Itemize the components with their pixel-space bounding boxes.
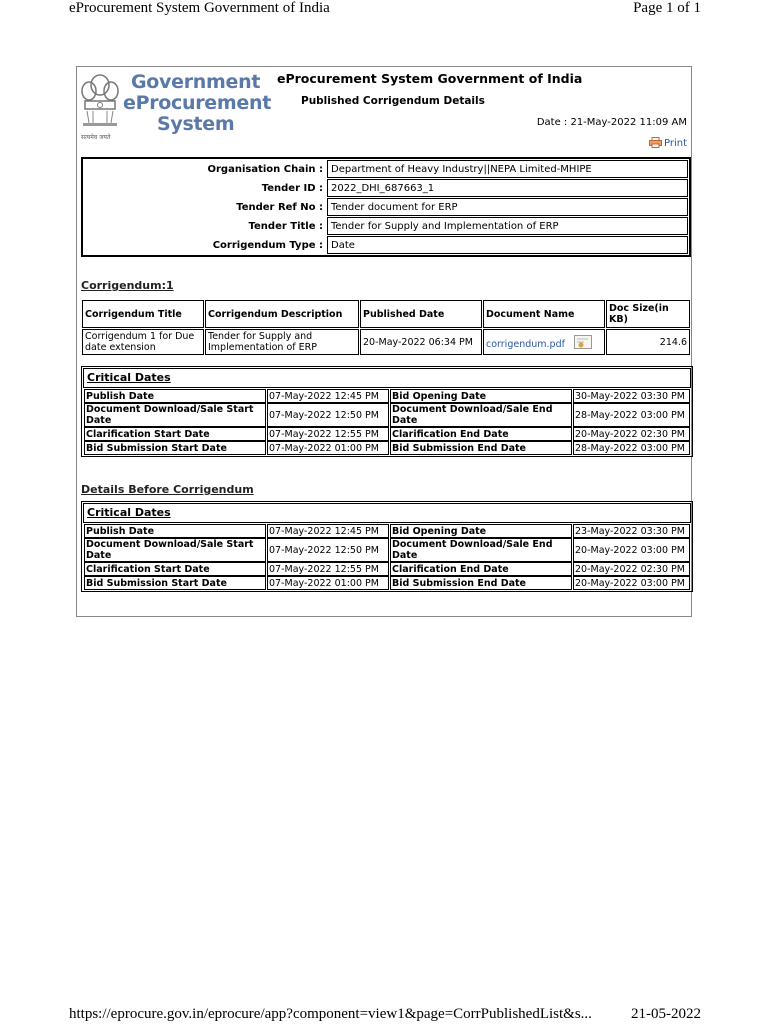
previous-critical-date-value: 20-May-2022 03:00 PM <box>573 576 690 590</box>
print-footer-date: 21-05-2022 <box>631 1006 701 1022</box>
critical-date-row <box>84 427 690 441</box>
document-link[interactable]: corrigendum.pdf <box>486 338 565 350</box>
critical-dates-table <box>83 389 691 455</box>
logo-line-government: Government <box>131 71 261 93</box>
tender-info-label: Tender ID : <box>261 182 323 194</box>
critical-date-label: Document Download/Sale End Date <box>390 403 572 427</box>
previous-critical-date-value: 07-May-2022 12:50 PM <box>267 538 389 562</box>
critical-date-label: Clarification End Date <box>390 427 572 441</box>
report-date: Date : 21-May-2022 11:09 AM <box>536 117 687 128</box>
document-name-cell <box>483 329 605 355</box>
previous-critical-date-label: Bid Submission Start Date <box>84 576 266 590</box>
previous-critical-date-label: Publish Date <box>84 524 266 538</box>
critical-date-value: 07-May-2022 01:00 PM <box>267 441 389 455</box>
print-button[interactable] <box>649 137 687 149</box>
doc-size-cell: 214.6 <box>606 329 690 355</box>
previous-critical-date-label: Clarification Start Date <box>84 562 266 576</box>
previous-critical-date-row <box>84 576 690 590</box>
critical-date-row <box>84 389 690 403</box>
previous-critical-date-label: Bid Opening Date <box>390 524 572 538</box>
certificate-icon[interactable] <box>574 335 592 350</box>
previous-critical-dates-table <box>83 524 691 590</box>
tender-info-row <box>84 236 688 254</box>
tender-info-value: 2022_DHI_687663_1 <box>327 179 688 197</box>
previous-critical-date-label: Bid Submission End Date <box>390 576 572 590</box>
critical-date-row <box>84 441 690 455</box>
critical-date-label: Clarification Start Date <box>84 427 266 441</box>
col-corrigendum-description: Corrigendum Description <box>205 300 359 328</box>
critical-date-value: 20-May-2022 02:30 PM <box>573 427 690 441</box>
print-footer <box>69 1006 701 1026</box>
tender-info-row <box>84 160 688 178</box>
print-label: Print <box>663 138 687 149</box>
critical-date-label: Bid Submission End Date <box>390 441 572 455</box>
critical-date-label: Bid Opening Date <box>390 389 572 403</box>
critical-date-label: Document Download/Sale Start Date <box>84 403 266 427</box>
col-corrigendum-title: Corrigendum Title <box>82 300 204 328</box>
eprocurement-logo <box>77 71 277 147</box>
previous-critical-date-value: 20-May-2022 02:30 PM <box>573 562 690 576</box>
previous-critical-date-value: 07-May-2022 12:45 PM <box>267 524 389 538</box>
logo-line-system: System <box>157 113 235 135</box>
print-header <box>69 0 701 22</box>
tender-info-row <box>84 179 688 197</box>
logo-line-eprocurement: eProcurement <box>123 92 271 114</box>
tender-info-label: Tender Ref No : <box>236 201 323 213</box>
col-doc-size: Doc Size(in KB) <box>606 300 690 328</box>
printer-icon <box>649 137 662 148</box>
corrigendum-description-cell: Tender for Supply and Implementation of ERP <box>205 329 359 355</box>
details-before-corrigendum-heading: Details Before Corrigendum <box>81 483 254 496</box>
critical-date-label: Bid Submission Start Date <box>84 441 266 455</box>
critical-date-label: Publish Date <box>84 389 266 403</box>
tender-info-label: Organisation Chain : <box>207 163 323 175</box>
print-footer-url: https://eprocure.gov.in/eprocure/app?component=view1&page=CorrPublishedList&s... <box>69 1006 592 1022</box>
emblem-motto: सत्यमेव जयते <box>81 134 111 141</box>
page-subtitle: Published Corrigendum Details <box>301 95 485 107</box>
previous-critical-date-value: 20-May-2022 03:00 PM <box>573 538 690 562</box>
tender-info-value: Department of Heavy Industry||NEPA Limited-MHIPE <box>327 160 688 178</box>
critical-dates-panel <box>81 366 693 457</box>
previous-critical-date-row <box>84 538 690 562</box>
print-header-page-number: Page 1 of 1 <box>633 0 701 16</box>
critical-date-value: 07-May-2022 12:55 PM <box>267 427 389 441</box>
tender-info-label: Tender Title : <box>248 220 323 232</box>
previous-critical-dates-heading: Critical Dates <box>83 503 691 523</box>
previous-critical-date-value: 07-May-2022 12:55 PM <box>267 562 389 576</box>
critical-date-value: 07-May-2022 12:45 PM <box>267 389 389 403</box>
national-emblem-icon <box>77 71 123 133</box>
critical-date-value: 28-May-2022 03:00 PM <box>573 441 690 455</box>
page-title: eProcurement System Government of India <box>277 71 583 86</box>
previous-critical-dates-panel <box>81 501 693 592</box>
previous-critical-date-label: Document Download/Sale Start Date <box>84 538 266 562</box>
critical-dates-heading: Critical Dates <box>83 368 691 388</box>
critical-date-value: 07-May-2022 12:50 PM <box>267 403 389 427</box>
table-row <box>82 329 690 355</box>
previous-critical-date-value: 23-May-2022 03:30 PM <box>573 524 690 538</box>
critical-date-row <box>84 403 690 427</box>
critical-date-value: 30-May-2022 03:30 PM <box>573 389 690 403</box>
previous-critical-date-row <box>84 524 690 538</box>
corrigendum-header-row <box>82 300 690 328</box>
tender-info-value: Tender document for ERP <box>327 198 688 216</box>
previous-critical-date-label: Document Download/Sale End Date <box>390 538 572 562</box>
corrigendum-title-cell: Corrigendum 1 for Due date extension <box>82 329 204 355</box>
print-header-title: eProcurement System Government of India <box>69 0 330 16</box>
tender-info-table <box>81 157 691 257</box>
corrigendum-heading: Corrigendum:1 <box>81 279 174 292</box>
col-published-date: Published Date <box>360 300 482 328</box>
tender-info-row <box>84 198 688 216</box>
tender-info-row <box>84 217 688 235</box>
critical-date-value: 28-May-2022 03:00 PM <box>573 403 690 427</box>
corrigendum-table <box>81 299 691 356</box>
corrigendum-page-frame <box>76 66 692 617</box>
previous-critical-date-value: 07-May-2022 01:00 PM <box>267 576 389 590</box>
tender-info-value: Date <box>327 236 688 254</box>
tender-info-value: Tender for Supply and Implementation of ERP <box>327 217 688 235</box>
previous-critical-date-row <box>84 562 690 576</box>
previous-critical-date-label: Clarification End Date <box>390 562 572 576</box>
tender-info-label: Corrigendum Type : <box>212 239 323 251</box>
published-date-cell: 20-May-2022 06:34 PM <box>360 329 482 355</box>
col-document-name: Document Name <box>483 300 605 328</box>
